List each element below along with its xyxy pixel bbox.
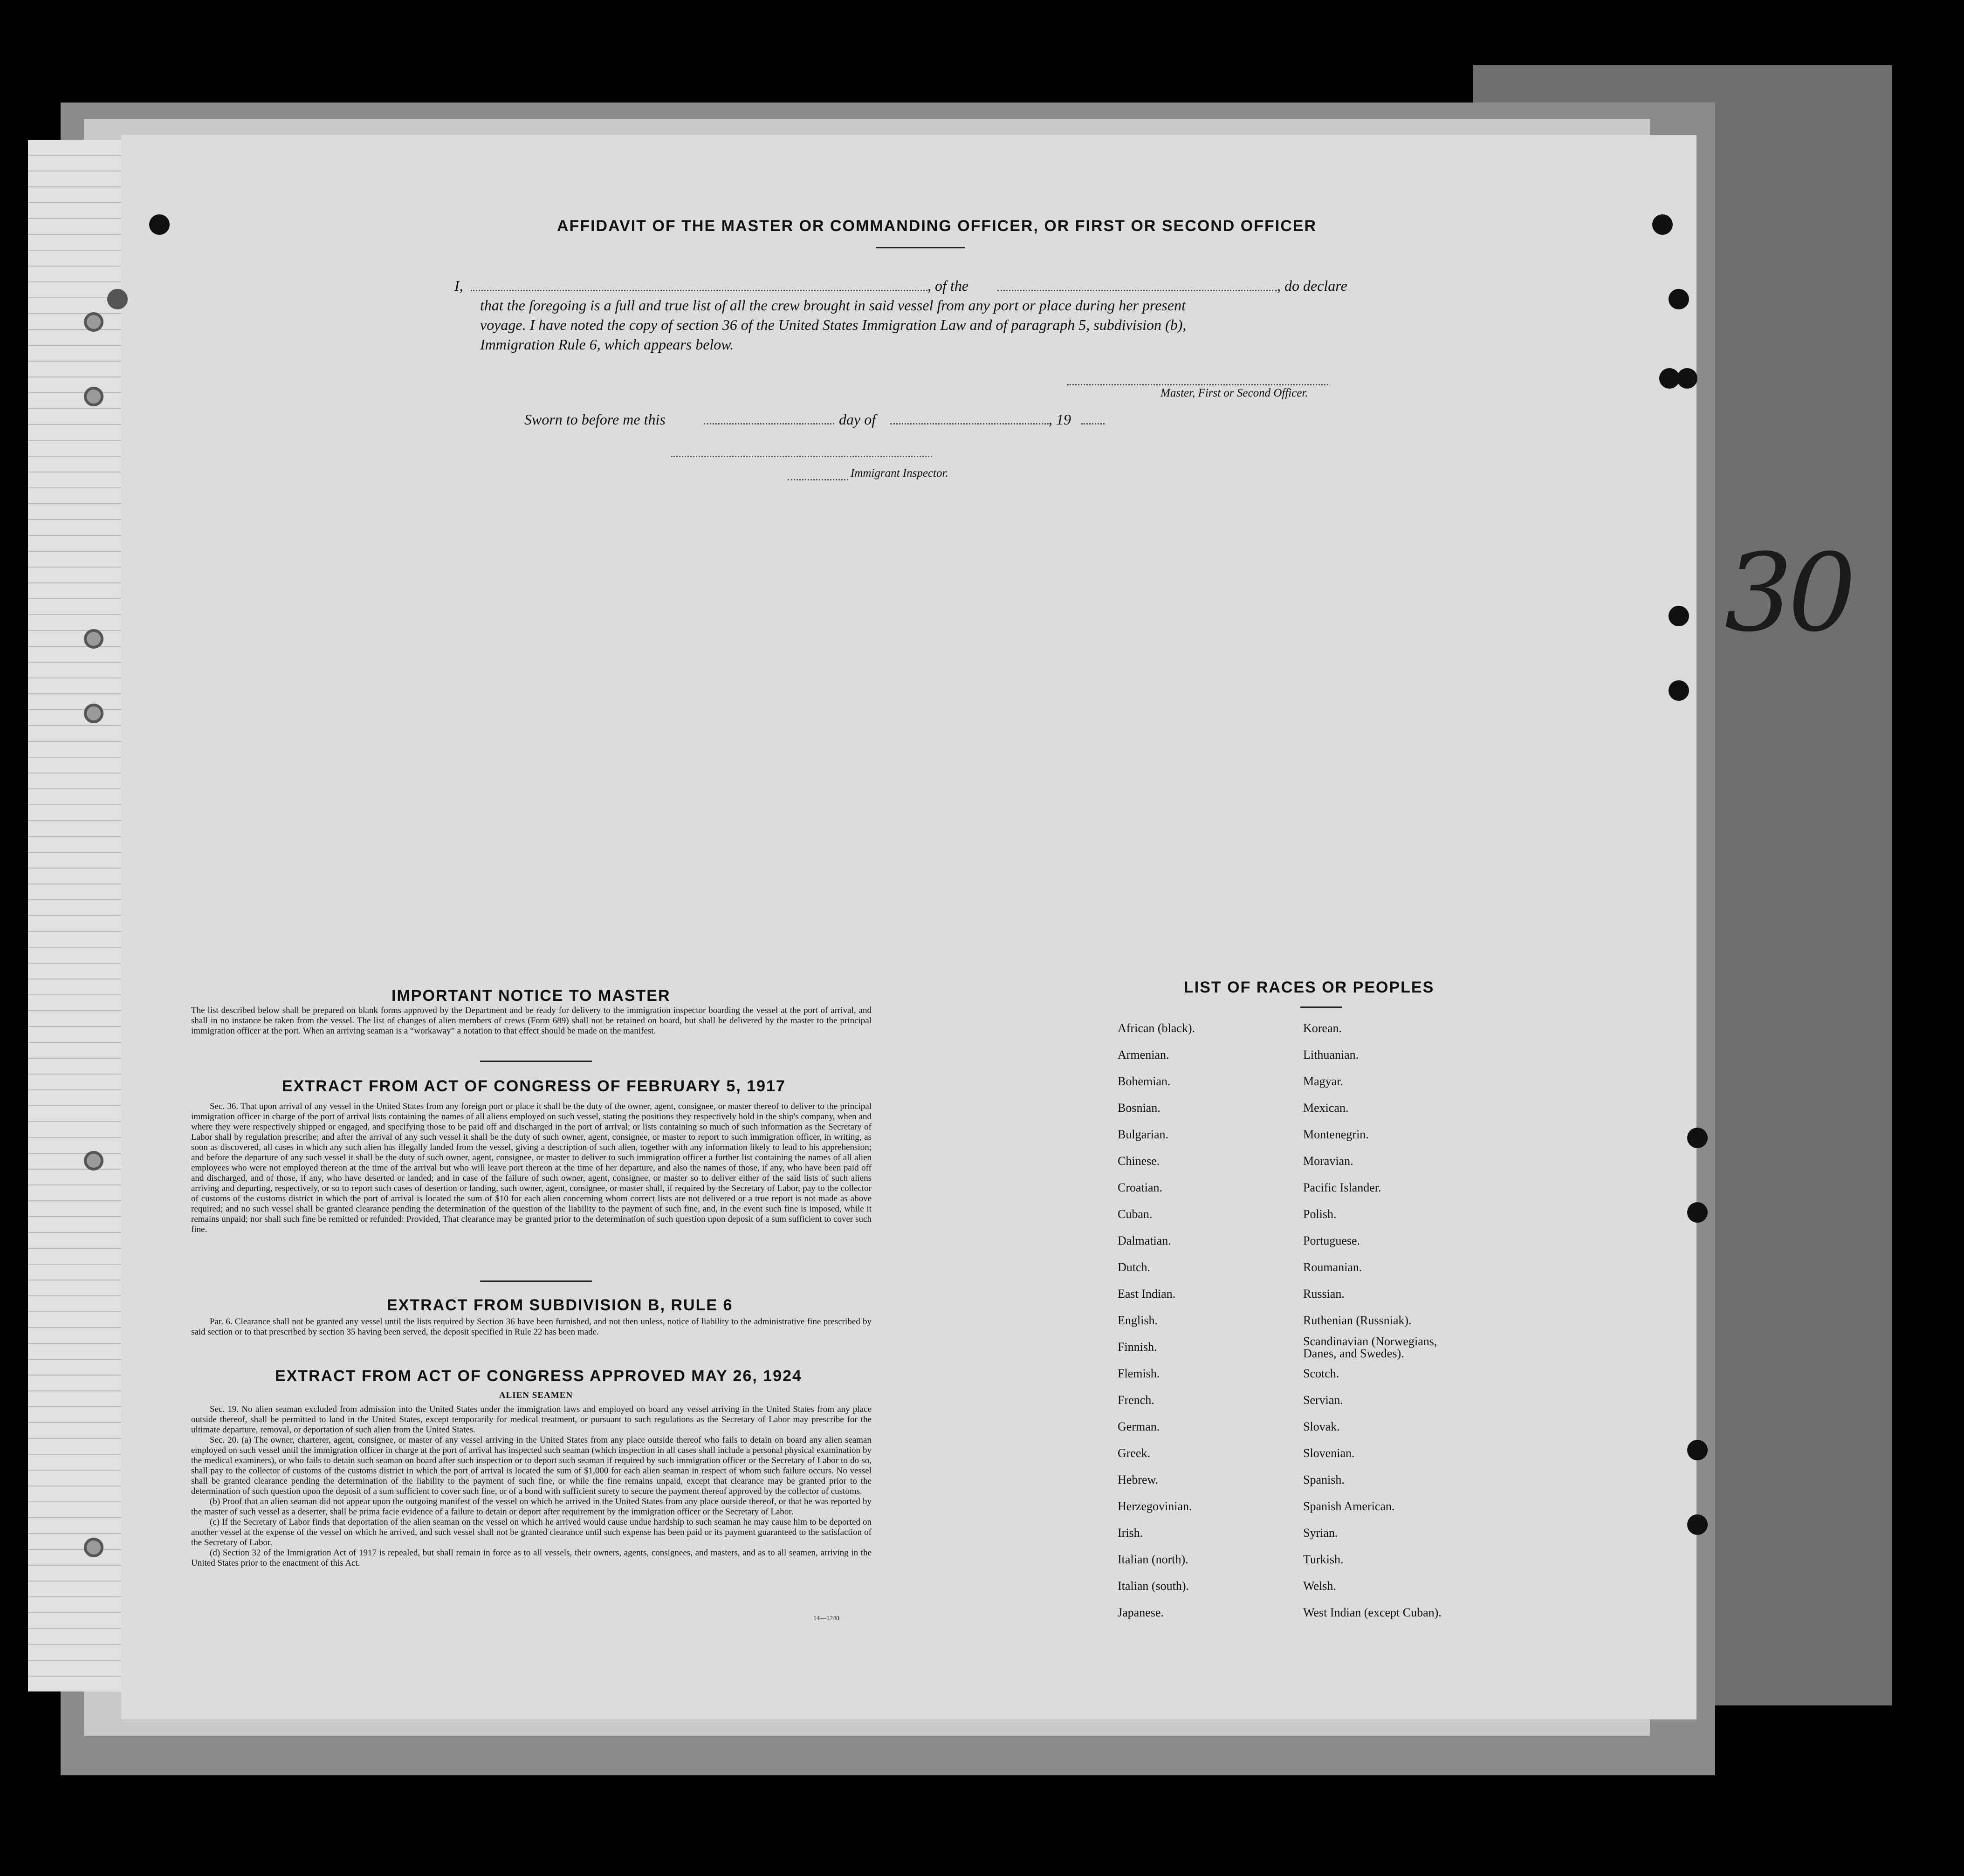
section-divider <box>480 1280 592 1282</box>
extract-1917-title: EXTRACT FROM ACT OF CONGRESS OF FEBRUARY 5, 1917 <box>282 1077 786 1095</box>
race-entry: West Indian (except Cuban). <box>1303 1606 1442 1619</box>
punch-hole <box>1687 1440 1708 1460</box>
race-entry: Chinese. <box>1118 1154 1160 1168</box>
race-entry: Herzegovinian. <box>1118 1499 1192 1513</box>
race-entry: Greek. <box>1118 1446 1151 1460</box>
extract-1917-body: Sec. 36. That upon arrival of any vessel in the United States from any foreign port or place it shall be the duty of the owner, agent, consignee, or master thereof to deliver to the principal immigration officer in charge of the port of arrival lists containing the names of all aliens employed on such vessel, stating the positions they respectively hold in the ship's company, when and where they were respectively shipped or engaged, and specifying those to be paid off and discharged in the port of arrival; or lists containing so much of such information as the Secretary of Labor shall by regulation prescribe; and after the arrival of any such vessel it shall be the duty of such owner, agent, consignee, or master to report to such immigration officer, in writing, as soon as discovered, all cases in which any such alien has illegally landed from the vessel, giving a description of such alien, together with any information likely to lead to his apprehension; and before the departure of any such vessel it shall be the duty of such owner, agent, consignee, or master to deliver to such immigration officer a further list containing the names of all alien employees who were not employed thereon at the time of the arrival but who will leave port thereon at the time of her departure, and also the names of those, if any, who have been paid off and discharged, and of those, if any, who have deserted or landed; and in case of the failure of such owner, agent, consignee, or master so to deliver either of the said lists of such aliens arriving and departing, respectively, or so to report such cases of desertion or landing, such owner, agent, consignee, or master shall, if required by the Secretary of Labor, pay to the collector of customs of the customs district in which the port of arrival is located the sum of $10 for each alien concerning whom correct lists are not delivered or a true report is not made as above required; and no such vessel shall be granted clearance pending the determination of the question of the liability to the payment of such fine, and, in the event such fine is imposed, while it remains unpaid; nor shall such fine be remitted or refunded: Provided, That clearance may be granted prior to the determination of such question upon deposit of a sum sufficient to cover such fine. <box>191 1102 872 1234</box>
extract-1924-paragraph: Sec. 19. No alien seaman excluded from admission into the United States under the immigration laws and employed on board any vessel arriving in the United States from any place outside thereof, shall be permitted to land in the United States, except temporarily for medical treatment, or pursuant to such regulations as the Secretary of Labor may prescribe for the ultimate departure, removal, or deportation of such alien from the United States. <box>191 1404 872 1435</box>
punch-hole <box>84 1151 103 1171</box>
race-entry: Irish. <box>1118 1526 1143 1540</box>
notice-title: IMPORTANT NOTICE TO MASTER <box>391 987 671 1005</box>
race-entry: Montenegrin. <box>1303 1128 1369 1141</box>
section-divider <box>480 1061 592 1062</box>
race-entry: Spanish. <box>1303 1473 1345 1486</box>
extract-1924-paragraph: (c) If the Secretary of Labor finds that deportation of the alien seaman on the vessel on which he arrived would cause undue hardship to such seaman he may cause him to be deported on another vessel at the expense of the vessel on which he arrived, and such vessel shall not be granted clearance until such expense has been paid or its payment guaranteed to the satisfaction of the Secretary of Labor. <box>191 1517 872 1547</box>
race-entry: Dalmatian. <box>1118 1234 1171 1247</box>
race-entry: Bosnian. <box>1118 1101 1161 1115</box>
officer-name-blank[interactable] <box>471 290 927 291</box>
race-entry: Hebrew. <box>1118 1473 1159 1486</box>
races-title: LIST OF RACES OR PEOPLES <box>1184 979 1435 996</box>
form-number: 14—1240 <box>813 1615 839 1622</box>
race-entry: Servian. <box>1303 1393 1343 1407</box>
extract-1924-paragraph: (d) Section 32 of the Immigration Act of 1917 is repealed, but shall remain in force as to all vessels, their owners, agents, consignees, and masters, and as to all seamen, arriving in the United States prior to the enactment of this Act. <box>191 1548 872 1568</box>
affidavit-line-2: that the foregoing is a full and true list of all the crew brought in said vessel from any port or place during her present <box>480 297 1186 314</box>
race-entry: Spanish American. <box>1303 1499 1395 1513</box>
affidavit-do-declare: , do declare <box>1277 277 1347 294</box>
race-entry: Roumanian. <box>1303 1260 1362 1274</box>
punch-hole <box>1669 606 1689 626</box>
punch-hole <box>1677 368 1697 389</box>
punch-hole <box>1687 1514 1708 1535</box>
handwritten-folder-number: 30 <box>1724 531 1852 656</box>
race-entry: African (black). <box>1118 1021 1195 1035</box>
race-entry: Portuguese. <box>1303 1234 1360 1247</box>
race-entry: Lithuanian. <box>1303 1048 1359 1061</box>
affidavit-of-the: , of the <box>927 277 968 294</box>
sworn-year-blank[interactable] <box>1081 423 1105 424</box>
race-entry: Slovak. <box>1303 1420 1340 1433</box>
race-entry: Scotch. <box>1303 1367 1339 1380</box>
sworn-month-blank[interactable] <box>890 423 1049 424</box>
race-entry: Pacific Islander. <box>1303 1181 1381 1194</box>
race-entry: German. <box>1118 1420 1160 1433</box>
punch-hole <box>84 629 103 649</box>
sworn-prefix: Sworn to before me this <box>524 411 666 428</box>
ledger-strip <box>28 140 135 1691</box>
punch-hole <box>1669 680 1689 701</box>
punch-hole <box>107 289 128 309</box>
race-entry: Turkish. <box>1303 1553 1344 1566</box>
race-entry: Flemish. <box>1118 1367 1160 1380</box>
race-entry: French. <box>1118 1393 1154 1407</box>
race-entry: Scandinavian (Norwegians, Danes, and Swedes). <box>1303 1335 1437 1360</box>
extract-rule6-title: EXTRACT FROM SUBDIVISION B, RULE 6 <box>387 1296 733 1314</box>
races-divider <box>1300 1006 1342 1008</box>
punch-hole <box>1687 1128 1708 1148</box>
race-entry: Dutch. <box>1118 1260 1151 1274</box>
race-entry: Moravian. <box>1303 1154 1353 1168</box>
race-entry: Mexican. <box>1303 1101 1349 1115</box>
punch-hole <box>84 387 103 406</box>
affidavit-i: I, <box>454 277 463 294</box>
sworn-day-of: day of <box>839 411 876 428</box>
race-entry: Bulgarian. <box>1118 1128 1169 1141</box>
punch-hole <box>84 312 103 332</box>
race-entry: Italian (south). <box>1118 1579 1189 1593</box>
master-signature-label: Master, First or Second Officer. <box>1161 387 1308 399</box>
race-entry: English. <box>1118 1314 1158 1327</box>
punch-hole <box>1687 1202 1708 1223</box>
sworn-day-blank[interactable] <box>704 423 834 424</box>
punch-hole <box>149 214 170 235</box>
race-entry: Ruthenian (Russniak). <box>1303 1314 1412 1327</box>
extract-1924-subtitle: ALIEN SEAMEN <box>499 1390 573 1400</box>
race-entry: Finnish. <box>1118 1340 1157 1354</box>
race-entry: Syrian. <box>1303 1526 1338 1540</box>
extract-1924-title: EXTRACT FROM ACT OF CONGRESS APPROVED MAY 26, 1924 <box>275 1367 802 1385</box>
race-entry: Cuban. <box>1118 1207 1153 1221</box>
affidavit-line-4: Immigration Rule 6, which appears below. <box>480 336 734 353</box>
race-entry: East Indian. <box>1118 1287 1176 1301</box>
punch-hole <box>1652 214 1673 235</box>
punch-hole <box>84 704 103 723</box>
race-entry: Japanese. <box>1118 1606 1164 1619</box>
notice-body: The list described below shall be prepared on blank forms approved by the Department and be ready for delivery to the immigration inspector boarding the vessel at the port of arrival, and shall in no instance be taken from the vessel. The list of changes of alien members of crews (Form 689) shall not be retained on board, but shall be delivered by the master to the principal immigration officer at the port. When an arriving seaman is a “workaway” a notation to that effect should be made on the manifest. <box>191 1006 872 1036</box>
extract-rule6-body: Par. 6. Clearance shall not be granted any vessel until the lists required by Section 36 have been furnished, and not then unless, notice of liability to the administrative fine prescribed by said section or to that prescribed by section 35 having been served, the deposit specified in Rule 22 has been made. <box>191 1317 872 1337</box>
title-divider <box>876 247 965 248</box>
race-entry: Korean. <box>1303 1021 1342 1035</box>
race-entry: Polish. <box>1303 1207 1337 1221</box>
affidavit-line-3: voyage. I have noted the copy of section 36 of the United States Immigration Law and of paragraph 5, subdivision (b), <box>480 316 1187 333</box>
punch-hole <box>84 1538 103 1557</box>
extract-1924-paragraph: (b) Proof that an alien seaman did not appear upon the outgoing manifest of the vessel on which he arrived in the United States from any place outside thereof, or that he was reported by the master of such vessel as a deserter, shall be prima facie evidence of a failure to detain or deport after requirement by the immigration officer or the Secretary of Labor. <box>191 1497 872 1517</box>
sworn-year: , 19 <box>1049 411 1071 428</box>
punch-hole <box>1669 289 1689 309</box>
extract-1924-paragraph: Sec. 20. (a) The owner, charterer, agent, consignee, or master of any vessel arriving in the United States from any place outside thereof who fails to detain on board any alien seaman employed on such vessel until the immigration officer in charge at the port of arrival has inspected such seaman (which inspection in all cases shall include a personal physical examination by the medical examiners), or who fails to detain such seaman on board after such inspection or to deport such seaman if required by such immigration officer or the Secretary of Labor to do so, shall pay to the collector of customs of the customs district in which the port of arrival is located the sum of $1,000 for each alien seaman in respect of whom such failure occurs. No vessel shall be granted clearance pending the determination of the liability to the payment of such fine, or while the fine remains unpaid, except that clearance may be granted prior to the determination of such question upon the deposit of a sum sufficient to cover such fine, or of a bond with sufficient surety to secure the payment thereof approved by the collector of customs. <box>191 1435 872 1496</box>
race-entry: Bohemian. <box>1118 1075 1171 1088</box>
race-entry: Armenian. <box>1118 1048 1169 1061</box>
race-entry: Croatian. <box>1118 1181 1163 1194</box>
race-entry: Italian (north). <box>1118 1553 1188 1566</box>
extract-1924-body <box>191 1404 872 1568</box>
master-signature-blank[interactable] <box>1067 384 1328 385</box>
race-entry: Welsh. <box>1303 1579 1336 1593</box>
race-entry: Magyar. <box>1303 1075 1343 1088</box>
inspector-signature-label: Immigrant Inspector. <box>851 467 948 479</box>
inspector-signature-blank[interactable] <box>671 456 932 457</box>
affidavit-title: AFFIDAVIT OF THE MASTER OR COMMANDING OFFICER, OR FIRST OR SECOND OFFICER <box>557 217 1317 235</box>
inspector-title-blank <box>788 479 848 480</box>
vessel-name-blank[interactable] <box>997 290 1277 291</box>
race-entry: Slovenian. <box>1303 1446 1355 1460</box>
race-entry: Russian. <box>1303 1287 1345 1301</box>
